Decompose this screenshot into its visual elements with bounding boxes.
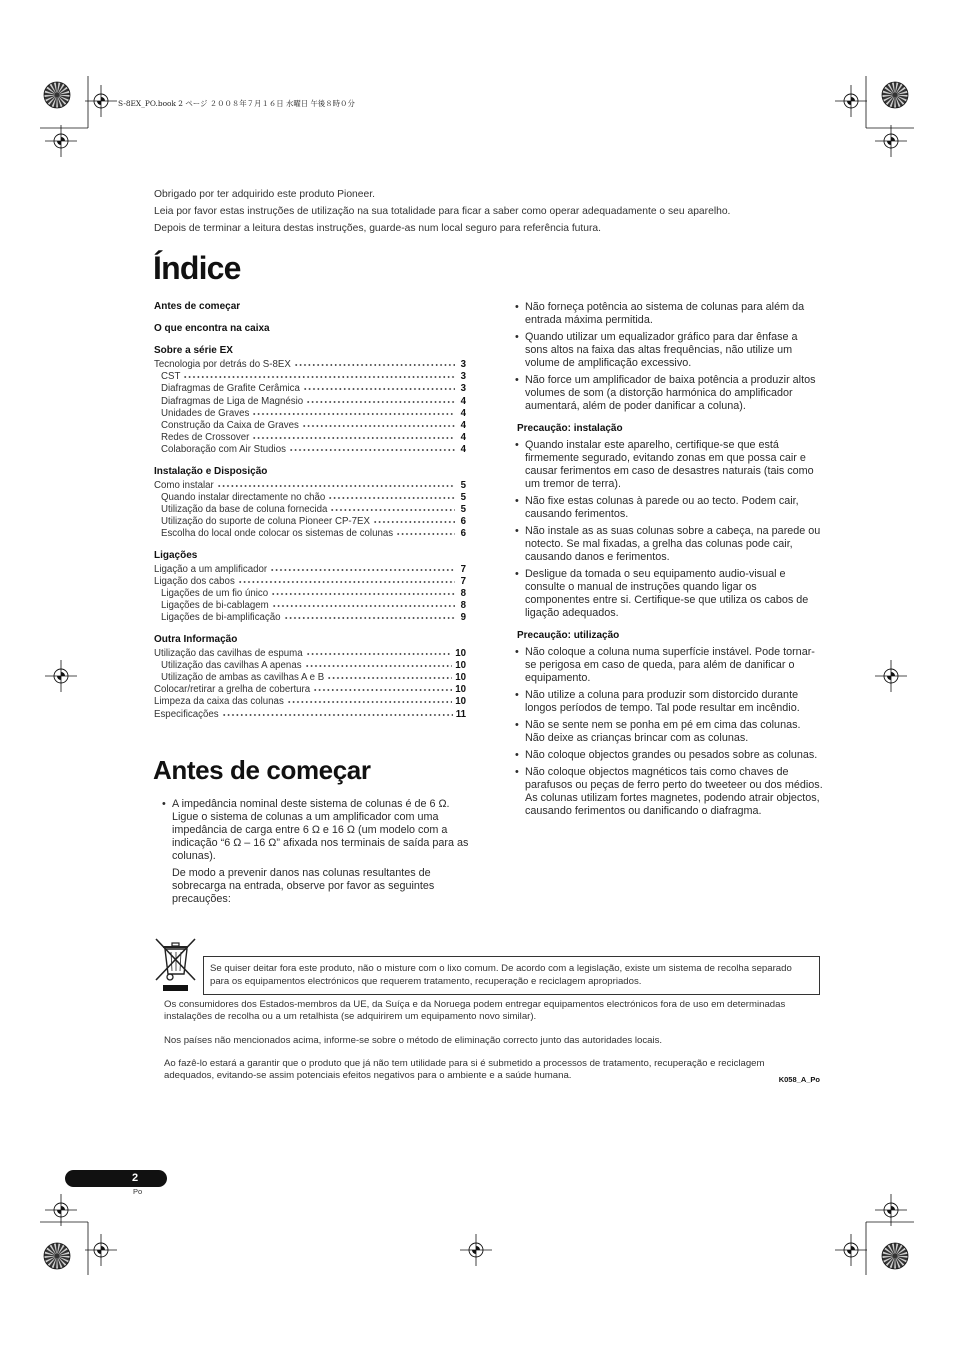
before-starting-section — [160, 798, 472, 906]
toc-entry[interactable] — [154, 576, 466, 588]
toc-page-number: 10 — [455, 684, 466, 696]
general-precautions-list — [513, 301, 825, 413]
precaution-text: Quando instalar este aparelho, certifique-se que está firmemente segurado, evitando zonas em que possa cair e causar ferimentos em caso de desastres naturais (tais como um tremor de terra). — [525, 438, 814, 490]
toc-heading[interactable]: Sobre a série EX — [154, 345, 233, 356]
overload-note: De modo a prevenir danos nas colunas resultantes de sobrecarga na entrada, observe por favor as seguintes precauções: — [172, 866, 435, 905]
toc-page-number: 3 — [460, 359, 466, 370]
precaution-text: Não coloque objectos grandes ou pesados sobre as colunas. — [525, 748, 818, 761]
toc-entry-label: Limpeza da caixa das colunas — [154, 696, 284, 708]
intro-line: Obrigado por ter adquirido este produto Pioneer. — [154, 189, 375, 200]
toc-page-number: 7 — [460, 575, 466, 587]
toc-entry[interactable] — [154, 444, 466, 456]
toc-entry-label: Colaboração com Air Studios — [161, 444, 286, 456]
toc-dot-leader — [270, 568, 455, 572]
toc-entry[interactable] — [154, 420, 466, 432]
toc-entry-label: Diafragmas de Grafite Cerâmica — [161, 383, 300, 395]
toc-entry-label: Ligações de um fio único — [161, 588, 269, 600]
bullet: • — [515, 438, 519, 451]
precaution-text: Não fixe estas colunas à parede ou ao tecto. Podem cair, causando ferimentos. — [525, 494, 799, 520]
toc-dot-leader — [328, 496, 455, 500]
usage-precautions-list — [513, 646, 825, 818]
toc-entry[interactable] — [154, 709, 466, 721]
registration-crosshair-icon — [875, 1194, 907, 1226]
intro-text — [154, 186, 854, 237]
toc-dot-leader — [238, 580, 455, 584]
registration-crosshair-icon — [835, 85, 867, 117]
toc-entry-label: Construção da Caixa de Graves — [161, 420, 299, 432]
toc-dot-leader — [373, 520, 455, 524]
toc-page-number: 5 — [460, 504, 466, 516]
registration-crosshair-icon — [835, 1234, 867, 1266]
print-slug: S-8EX_PO.book 2 ページ ２００８年７月１６日 水曜日 午後８時０分 — [118, 99, 355, 108]
list-item — [513, 301, 823, 327]
bullet: • — [515, 688, 519, 701]
installation-precautions-heading: Precaução: instalação — [517, 422, 623, 434]
registration-crosshair-icon — [875, 660, 907, 692]
toc-entry-label: Especificações — [154, 708, 219, 720]
toc-page-number: 4 — [460, 420, 466, 432]
precaution-text: Não forneça potência ao sistema de colunas para além da entrada máxima permitida. — [525, 300, 805, 326]
toc-entry[interactable] — [154, 492, 466, 504]
intro-line: Leia por favor estas instruções de utilização na sua totalidade para ficar a saber como operar adequadamente o seu aparelho. — [154, 206, 731, 217]
bullet: • — [515, 494, 519, 507]
toc-section — [154, 322, 466, 336]
crossed-out-wheelie-bin-icon — [155, 938, 197, 992]
toc-entry-label: Ligação a um amplificador — [154, 563, 268, 575]
list-item — [513, 766, 823, 818]
toc-dot-leader — [306, 400, 455, 404]
toc-dot-leader — [294, 363, 455, 367]
toc-page-number: 6 — [460, 528, 466, 540]
precaution-text: Não se sente nem se ponha em pé em cima das colunas. Não deixe as crianças brincar com as colunas. — [525, 718, 801, 744]
toc-entry[interactable] — [154, 684, 466, 696]
toc-entry[interactable] — [154, 371, 466, 383]
list-item — [513, 525, 823, 564]
registration-crosshair-icon — [85, 85, 117, 117]
precaution-text: Desligue da tomada o seu equipamento audio-visual e consulte o manual de instruções quando ligar os componentes entre si. Certifique-se que utiliza os cabos de ligação adequados. — [525, 567, 809, 619]
toc-dot-leader — [217, 484, 455, 488]
toc-heading[interactable]: Ligações — [154, 549, 198, 561]
toc-heading[interactable]: Outra Informação — [154, 633, 238, 645]
list-item — [513, 689, 823, 715]
toc-section — [154, 633, 466, 721]
list-item — [513, 749, 823, 762]
toc-page-number: 4 — [460, 432, 466, 444]
precaution-text: Não instale as as suas colunas sobre a cabeça, na parede ou notecto. Se mal fixadas, a grelha das colunas pode cair, causando danos e ferimentos. — [525, 524, 821, 563]
bin-bar — [163, 985, 188, 991]
bullet: • — [515, 718, 519, 731]
page-number: 2 — [132, 1172, 139, 1184]
toc-entry[interactable] — [154, 660, 466, 672]
toc-heading[interactable]: O que encontra na caixa — [154, 323, 270, 334]
registration-crosshair-icon — [85, 1234, 117, 1266]
list-item — [513, 331, 823, 370]
toc-dot-leader — [284, 616, 455, 620]
toc-entry[interactable] — [154, 396, 466, 408]
toc-section — [154, 549, 466, 625]
disposal-paragraph: Ao fazê-lo estará a garantir que o produto que já não tem utilidade para si é submetido a processos de tratamento, recuperação e reciclagem adequados, evitando-se assim potenciais efeitos negativos para o ambiente e a saúde humana. — [164, 1057, 765, 1082]
toc-entry[interactable] — [154, 696, 466, 708]
toc-heading[interactable]: Instalação e Disposição — [154, 465, 268, 477]
toc-entry[interactable] — [154, 672, 466, 684]
toc-entry-label: Escolha do local onde colocar os sistemas de colunas — [161, 528, 394, 540]
usage-precautions-heading: Precaução: utilização — [517, 629, 620, 641]
toc-entry-label: Quando instalar directamente no chão — [161, 491, 326, 503]
toc-dot-leader — [396, 532, 455, 536]
toc-entry-label: Utilização das cavilhas de espuma — [154, 647, 303, 659]
toc-dot-leader — [183, 375, 455, 379]
list-item — [513, 719, 823, 745]
toc-dot-leader — [272, 604, 455, 608]
toc-entry[interactable] — [154, 588, 466, 600]
toc-entry-label: Como instalar — [154, 479, 214, 491]
list-item — [513, 646, 823, 685]
toc-page-number: 4 — [460, 407, 466, 419]
precaution-text: Não coloque objectos magnéticos tais como chaves de parafusos ou peças de ferro perto do tweeteer ou dos médios. As colunas utilizam fortes magnetes, podendo atrair objectos, causando ferimentos ou danificando o diafragma. — [525, 765, 823, 817]
toc-page-number: 10 — [455, 672, 466, 684]
toc-entry-label: Unidades de Graves — [161, 407, 250, 419]
toc-page-number: 3 — [460, 383, 466, 395]
index-title: Índice — [153, 250, 241, 286]
disposal-paragraph: Os consumidores dos Estados-membros da UE, da Suíça e da Noruega podem entregar equipamentos electrónicos fora de uso em determinadas instalações de recolha ou a um retalhista (se adquirirem um equipamento novo similar). — [164, 999, 786, 1023]
toc-entry[interactable] — [154, 480, 466, 492]
toc-entry[interactable] — [154, 600, 466, 612]
disposal-code: K058_A_Po — [778, 1075, 820, 1084]
bullet: • — [515, 748, 519, 761]
toc-entry-label: Ligação dos cabos — [154, 575, 235, 587]
page-number-tab — [65, 1170, 167, 1187]
disposal-paragraphs — [164, 999, 814, 1093]
toc-entry[interactable] — [154, 564, 466, 576]
bullet: • — [515, 645, 519, 658]
toc-dot-leader — [327, 676, 452, 680]
toc-entry-label: Colocar/retirar a grelha de cobertura — [154, 684, 311, 696]
list-item — [160, 798, 470, 863]
toc-dot-leader — [289, 448, 455, 452]
toc-entry-label: Utilização do suporte de coluna Pioneer CP-7EX — [161, 516, 370, 528]
toc-entry[interactable] — [154, 612, 466, 624]
toc-page-number: 9 — [460, 612, 466, 624]
toc-page-number: 10 — [455, 696, 466, 708]
registration-target-icon — [882, 82, 908, 108]
toc-dot-leader — [306, 652, 453, 656]
bin-wheel — [167, 974, 173, 980]
toc-dot-leader — [252, 436, 455, 440]
toc-page-number: 5 — [460, 479, 466, 491]
bullet: • — [162, 797, 166, 810]
toc-entry-label: Redes de Crossover — [161, 432, 250, 444]
toc-entry[interactable] — [154, 516, 466, 528]
toc-dot-leader — [222, 713, 453, 717]
toc-entry-label: Diafragmas de Liga de Magnésio — [161, 395, 304, 407]
registration-crosshair-icon — [45, 125, 77, 157]
toc-section — [154, 300, 466, 314]
bullet: • — [515, 300, 519, 313]
toc-section — [154, 465, 466, 541]
toc-heading[interactable]: Antes de começar — [154, 301, 241, 312]
toc-dot-leader — [330, 508, 455, 512]
bullet: • — [515, 373, 519, 386]
registration-crosshair-icon — [45, 1194, 77, 1226]
disposal-notice-box: Se quiser deitar fora este produto, não o misture com o lixo comum. De acordo com a legislação, existe um sistema de recolha separado para os equipamentos electrónicos que requerem tratamento, recuperação e reciclagem apropriados. — [203, 956, 820, 995]
registration-crosshair-icon — [45, 660, 77, 692]
toc-page-number: 7 — [460, 563, 466, 575]
intro-line: Depois de terminar a leitura destas instruções, guarde-as num local seguro para referência futura. — [154, 223, 602, 234]
toc-list — [154, 300, 466, 729]
toc-entry[interactable] — [154, 408, 466, 420]
list-item — [513, 439, 823, 491]
registration-crosshair-icon — [875, 125, 907, 157]
list-item — [513, 495, 823, 521]
bullet: • — [515, 567, 519, 580]
toc-entry-label: Ligações de bi-amplificação — [161, 612, 281, 624]
precautions-column — [513, 301, 825, 822]
installation-precautions-list — [513, 439, 825, 620]
toc-page-number: 5 — [460, 491, 466, 503]
toc-entry[interactable] — [154, 504, 466, 516]
toc-page-number: 8 — [460, 600, 466, 612]
impedance-note: A impedância nominal deste sistema de colunas é de 6 Ω. Ligue o sistema de colunas a um amplificador com uma impedância de carga entre 6 Ω e 16 Ω (um modelo com a indicação “6 Ω – 16 Ω” afixada nos terminais de saída para as colunas). — [172, 797, 469, 862]
bin-lid-handle — [172, 943, 179, 946]
registration-target-icon — [44, 82, 70, 108]
toc-dot-leader — [287, 700, 452, 704]
toc-page-number: 11 — [455, 708, 466, 720]
disposal-paragraph: Nos países não mencionados acima, informe-se sobre o método de eliminação correcto junto das autoridades locais. — [164, 1034, 663, 1046]
toc-entry-label: Utilização da base de coluna fornecida — [161, 504, 328, 516]
toc-dot-leader — [313, 688, 452, 692]
registration-target-icon — [882, 1243, 908, 1269]
toc-entry-label: Ligações de bi-cablagem — [161, 600, 269, 612]
toc-page-number: 4 — [460, 395, 466, 407]
toc-dot-leader — [271, 592, 455, 596]
list-item — [513, 374, 823, 413]
toc-entry-label: Utilização das cavilhas A apenas — [161, 659, 302, 671]
toc-section — [154, 344, 466, 457]
toc-page-number: 10 — [455, 659, 466, 671]
bullet: • — [515, 765, 519, 778]
precaution-text: Não force um amplificador de baixa potência a produzir altos volumes de som (a distorção harmónica do amplificador aumentará, além de poder danificar a coluna). — [525, 373, 816, 412]
toc-entry-label: CST — [161, 371, 181, 383]
toc-entry-label: Utilização de ambas as cavilhas A e B — [161, 672, 325, 684]
toc-entry[interactable] — [154, 528, 466, 540]
precaution-text: Quando utilizar um equalizador gráfico para dar ênfase a sons altos na faixa das altas frequências, não utilize um volume de amplificação excessivo. — [525, 330, 798, 369]
toc-dot-leader — [303, 387, 455, 391]
registration-crosshair-icon — [460, 1234, 492, 1266]
impedance-list — [160, 798, 472, 863]
toc-page-number: 4 — [460, 444, 466, 456]
toc-page-number: 3 — [460, 371, 466, 383]
toc-entry[interactable] — [154, 359, 466, 371]
before-starting-title: Antes de começar — [153, 755, 371, 785]
toc-entry-label: Tecnologia por detrás do S-8EX — [154, 359, 291, 370]
precaution-text: Não coloque a coluna numa superfície instável. Pode tornar-se perigosa em caso de queda, para além de danificar o equipamento. — [525, 645, 815, 684]
toc-dot-leader — [302, 424, 455, 428]
toc-page-number: 10 — [455, 647, 466, 659]
toc-dot-leader — [305, 664, 453, 668]
toc-entry[interactable] — [154, 432, 466, 444]
toc-page-number: 6 — [460, 516, 466, 528]
list-item — [513, 568, 823, 620]
bullet: • — [515, 524, 519, 537]
precaution-text: Não utilize a coluna para produzir som distorcido durante longos períodos de tempo. Tal pode resultar em incêndio. — [525, 688, 800, 714]
bullet: • — [515, 330, 519, 343]
toc-page-number: 8 — [460, 588, 466, 600]
registration-target-icon — [44, 1243, 70, 1269]
toc-entry[interactable] — [154, 383, 466, 395]
toc-dot-leader — [252, 412, 455, 416]
toc-entry[interactable] — [154, 648, 466, 660]
page-language: Po — [133, 1187, 143, 1196]
